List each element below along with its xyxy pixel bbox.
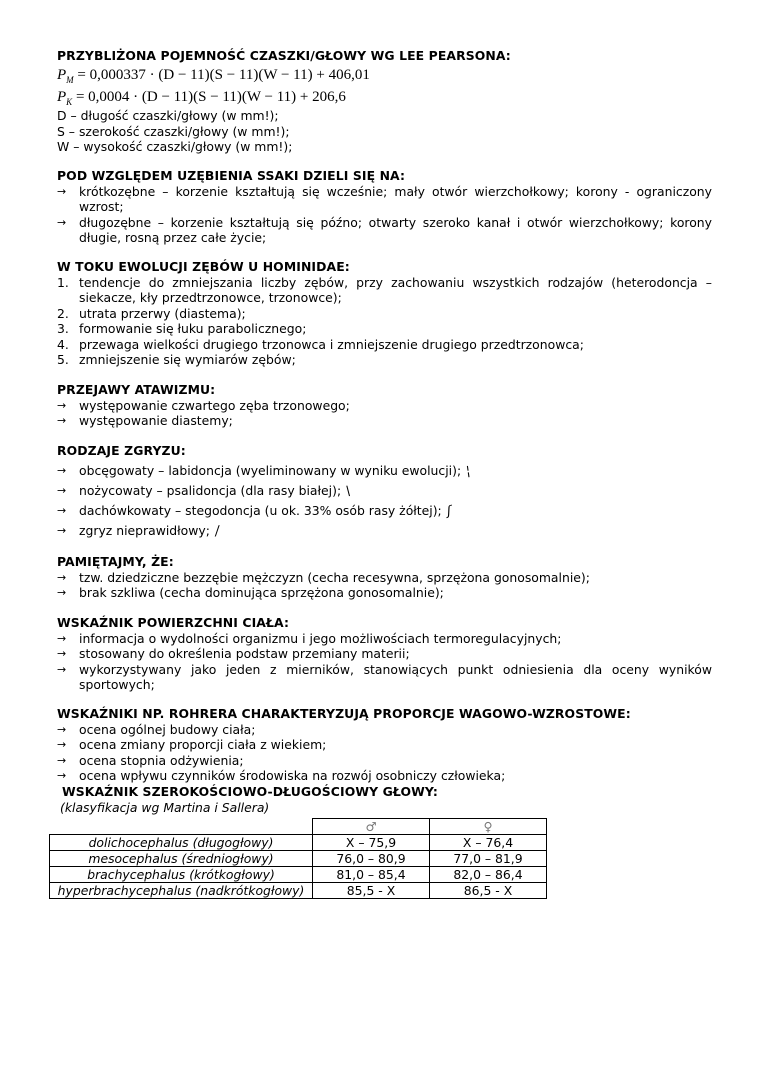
section-hominidae-evolution [57, 259, 712, 368]
cephalic-index-table [49, 818, 547, 899]
arrow-icon: → [57, 722, 67, 736]
list-item: 1. tendencje do zmniejszania liczby zębów, przy zachowaniu wszystkich rodzajów (heterodoncja – siekacze, kły przedtrzonowce, trzonowce); [57, 274, 712, 305]
list-item: → występowanie czwartego zęba trzonowego; [57, 397, 350, 413]
list-item: → ocena stopnia odżywienia; [57, 752, 244, 768]
list-item: → ocena ogólnej budowy ciała; [57, 721, 256, 737]
list-item: 5. zmniejszenie się wymiarów zębów; [57, 352, 296, 367]
list-item: 3. formowanie się łuku parabolicznego; [57, 321, 307, 336]
section-mammal-teeth [57, 168, 712, 246]
table-row: dolichocephalus (długogłowy) X – 75,9 X – 76,4 [50, 834, 547, 850]
arrow-icon: → [57, 769, 67, 782]
list-item: → tzw. dziedziczne bezzębie mężczyzn (cecha recesywna, sprzężona gonosomalnie); [57, 569, 590, 585]
female-symbol-icon: ♀ [430, 818, 547, 834]
arrow-icon: → [57, 414, 67, 427]
heading-mammal-teeth: POD WZGLĘDEM UZĘBIENIA SSAKI DZIELI SIĘ NA: [57, 167, 406, 183]
heading-rohrer: WSKAŹNIKI NP. ROHRERA CHARAKTERYZUJĄ PROPORCJE WAGOWO-WZROSTOWE: [57, 705, 631, 721]
section-atavism [57, 382, 712, 429]
arrow-icon: → [57, 662, 67, 676]
formula-male [57, 64, 712, 86]
list-item: → nożycowaty – psalidoncja (dla rasy białej); \ [57, 482, 352, 499]
arrow-icon: → [57, 398, 67, 412]
list-item: → krótkozębne – korzenie kształtują się wcześnie; mały otwór wierzchołkowy; korony - ograniczony wzrost; [57, 183, 712, 214]
male-symbol-icon: ♂ [313, 818, 430, 834]
section-rohrer-index [57, 706, 712, 784]
list-item: → zgryz nieprawidłowy; / [57, 522, 221, 539]
arrow-icon: → [57, 586, 67, 599]
heading-remember: PAMIĘTAJMY, ŻE: [57, 553, 174, 569]
table-header-row [50, 818, 547, 834]
table-row: brachycephalus (krótkogłowy) 81,0 – 85,4 82,0 – 86,4 [50, 866, 547, 882]
heading-hominidae: W TOKU EWOLUCJI ZĘBÓW U HOMINIDAE: [57, 258, 350, 274]
legend-s: S – szerokość czaszki/głowy (w mm!); [57, 123, 290, 139]
section-body-surface-index [57, 615, 712, 693]
bite-sketch-icon: / [213, 523, 221, 539]
heading-atavism: PRZEJAWY ATAWIZMU: [57, 381, 216, 397]
bite-sketch-icon: ¦ [465, 463, 472, 479]
list-item: → długozębne – korzenie kształtują się późno; otwarty szeroko kanał i otwór wierzchołkowy; korony długie, rosną przez całe życie; [57, 214, 712, 245]
arrow-icon: → [57, 215, 67, 229]
formula-female [57, 86, 712, 108]
arrow-icon: → [57, 503, 67, 517]
section-bite-types [57, 443, 712, 541]
document-page [57, 48, 712, 899]
arrow-icon: → [57, 463, 67, 477]
heading-body-surface: WSKAŹNIK POWIERZCHNI CIAŁA: [57, 614, 290, 630]
table-row: hyperbrachycephalus (nadkrótkogłowy) 85,5 - X 86,5 - X [50, 882, 547, 898]
list-item: → wykorzystywany jako jeden z mierników, stanowiących punkt odniesienia dla oceny wyników sportowych; [57, 661, 712, 692]
section-remember [57, 554, 712, 601]
legend-d: D – długość czaszki/głowy (w mm!); [57, 108, 279, 123]
list-item: 4. przewaga wielkości drugiego trzonowca i zmniejszenie drugiego przedtrzonowca; [57, 336, 584, 352]
formula-male-sub: M [66, 75, 74, 85]
heading-bite-types: RODZAJE ZGRYZU: [57, 442, 186, 458]
formula-female-lhs: P [57, 89, 67, 105]
arrow-icon: → [57, 753, 67, 767]
list-item: → ocena wpływu czynników środowiska na rozwój osobniczy człowieka; [57, 768, 506, 783]
classification-subtitle: (klasyfikacja wg Martina i Sallera) [60, 799, 270, 815]
bite-sketch-icon: ʃ [445, 503, 453, 519]
list-item: → informacja o wydolności organizmu i jego możliwościach termoregulacyjnych; [57, 630, 562, 646]
arrow-icon: → [57, 631, 67, 645]
list-item: 2. utrata przerwy (diastema); [57, 305, 246, 321]
table-row: mesocephalus (średniogłowy) 76,0 – 80,9 77,0 – 81,9 [50, 850, 547, 866]
arrow-icon: → [57, 483, 67, 497]
legend-w: W – wysokość czaszki/głowy (w mm!); [57, 139, 293, 154]
bite-sketch-icon: \ [345, 483, 352, 499]
list-item: → ocena zmiany proporcji ciała z wiekiem; [57, 737, 327, 752]
formula-female-rhs: = 0,0004 · (D − 11)(S − 11)(W − 11) + 206,6 [75, 89, 346, 105]
list-item: → dachówkowaty – stegodoncja (u ok. 33% osób rasy żółtej); ʃ [57, 502, 453, 519]
formula-male-lhs: P [57, 67, 67, 83]
list-item: → brak szkliwa (cecha dominująca sprzężona gonosomalnie); [57, 585, 444, 600]
section-skull-capacity [57, 48, 712, 155]
arrow-icon: → [57, 184, 67, 198]
arrow-icon: → [57, 523, 67, 537]
formula-female-sub: K [66, 97, 73, 107]
heading-skull-capacity: PRZYBLIŻONA POJEMNOŚĆ CZASZKI/GŁOWY WG LEE PEARSONA: [57, 48, 511, 63]
list-item: → występowanie diastemy; [57, 413, 233, 428]
list-item: → stosowany do określenia podstaw przemiany materii; [57, 646, 410, 661]
list-item: → obcęgowaty – labidoncja (wyeliminowany w wyniku ewolucji); ¦ [57, 462, 472, 479]
arrow-icon: → [57, 570, 67, 584]
formula-male-rhs: = 0,000337 · (D − 11)(S − 11)(W − 11) + 406,01 [77, 67, 370, 83]
heading-cephalic-index: WSKAŹNIK SZEROKOŚCIOWO-DŁUGOŚCIOWY GŁOWY: [62, 783, 438, 799]
arrow-icon: → [57, 738, 67, 751]
section-cephalic-index [57, 784, 712, 899]
arrow-icon: → [57, 647, 67, 660]
